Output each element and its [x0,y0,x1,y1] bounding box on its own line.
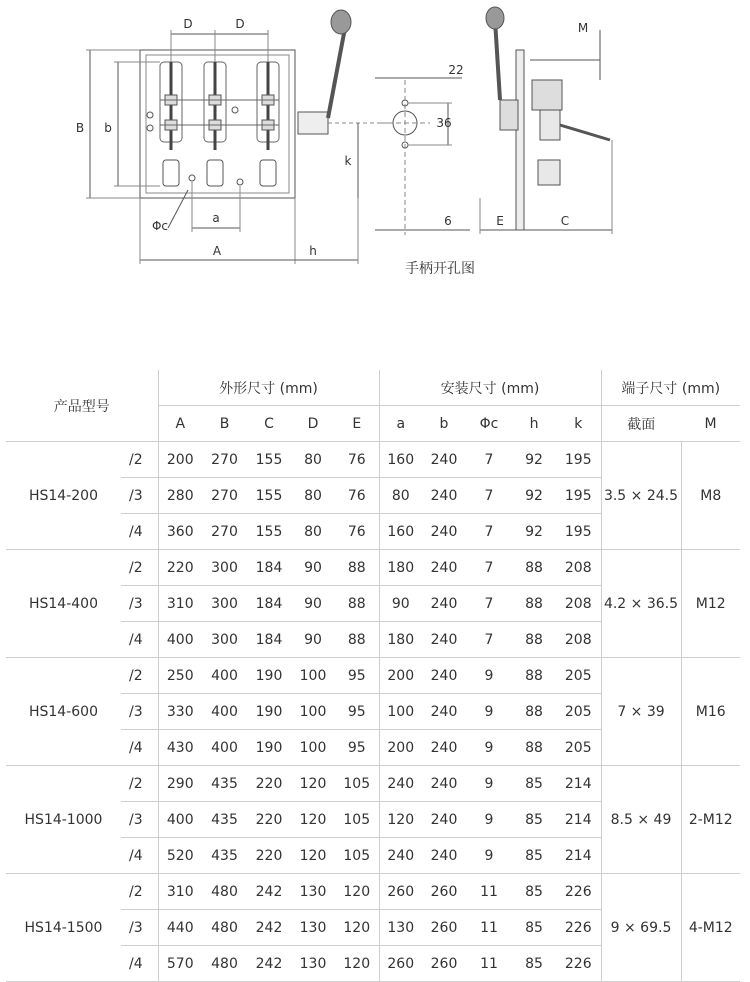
table-cell: 240 [422,694,466,730]
table-cell: 400 [158,802,202,838]
table-cell: 195 [556,478,601,514]
switch-drawing [0,0,750,300]
table-cell: 76 [335,478,379,514]
table-cell: 240 [422,514,466,550]
table-cell: 120 [291,766,335,802]
pole-suffix: /2 [121,550,158,586]
column-header: B [202,406,247,442]
table-cell: 120 [335,910,379,946]
terminal-section: 8.5 × 49 [601,766,681,874]
pole-suffix: /2 [121,766,158,802]
table-cell: 155 [247,514,291,550]
handle-shaft-box [298,112,328,134]
table-cell: 105 [335,838,379,874]
table-cell: 130 [379,910,422,946]
table-cell: 208 [556,586,601,622]
model-name: HS14-400 [6,550,121,658]
terminal-screw: M12 [681,550,740,658]
label-b: b [104,121,112,135]
pole-suffix: /2 [121,442,158,478]
table-cell: 200 [158,442,202,478]
pole-suffix: /4 [121,838,158,874]
column-header: 截面 [601,406,681,442]
column-header: Φc [466,406,512,442]
model-name: HS14-1000 [6,766,121,874]
table-cell: 88 [335,550,379,586]
table-cell: 240 [422,550,466,586]
table-cell: 7 [466,622,512,658]
table-cell: 105 [335,802,379,838]
table-cell: 100 [291,730,335,766]
table-cell: 85 [512,946,556,982]
table-cell: 100 [291,658,335,694]
terminal-section: 4.2 × 36.5 [601,550,681,658]
table-cell: 240 [422,478,466,514]
table-cell: 11 [466,874,512,910]
table-cell: 9 [466,838,512,874]
table-cell: 9 [466,730,512,766]
table-cell: 76 [335,514,379,550]
pole-3 [257,62,279,186]
table-cell: 190 [247,694,291,730]
side-view-plate [516,50,524,230]
table-cell: 240 [422,442,466,478]
table-cell: 88 [512,694,556,730]
label-k: k [344,154,352,168]
table-cell: 120 [335,874,379,910]
table-cell: 80 [291,478,335,514]
table-cell: 7 [466,442,512,478]
table-cell: 570 [158,946,202,982]
table-cell: 300 [202,550,247,586]
table-cell: 242 [247,910,291,946]
table-cell: 190 [247,730,291,766]
table-cell: 155 [247,478,291,514]
label-D1: D [183,17,193,31]
terminal-screw: 2-M12 [681,766,740,874]
table-cell: 100 [291,694,335,730]
spec-table [6,370,740,982]
table-cell: 130 [291,946,335,982]
table-cell: 240 [422,766,466,802]
label-phic: Φc [151,219,169,233]
table-cell: 226 [556,874,601,910]
table-cell: 88 [512,730,556,766]
side-handle-knob [486,7,504,29]
header-row-groups [6,370,740,406]
table-cell: 330 [158,694,202,730]
table-cell: 130 [291,874,335,910]
table-cell: 270 [202,478,247,514]
label-36: 36 [436,116,452,130]
table-cell: 400 [202,694,247,730]
terminal-section: 7 × 39 [601,658,681,766]
table-cell: 80 [291,442,335,478]
column-header: k [556,406,601,442]
table-cell: 9 [466,802,512,838]
table-cell: 7 [466,478,512,514]
table-cell: 180 [379,622,422,658]
table-cell: 220 [158,550,202,586]
terminal-section: 3.5 × 24.5 [601,442,681,550]
table-cell: 220 [247,838,291,874]
table-cell: 85 [512,910,556,946]
label-a: a [212,211,220,225]
table-cell: 205 [556,694,601,730]
table-cell: 310 [158,586,202,622]
header-outline: 外形尺寸 (mm) [158,370,379,406]
table-row [6,658,740,694]
table-cell: 130 [291,910,335,946]
table-row [6,766,740,802]
table-cell: 214 [556,766,601,802]
table-cell: 220 [247,802,291,838]
table-cell: 92 [512,442,556,478]
label-B: B [75,121,85,135]
table-cell: 280 [158,478,202,514]
table-cell: 214 [556,838,601,874]
table-cell: 290 [158,766,202,802]
table-cell: 88 [335,586,379,622]
table-cell: 260 [422,946,466,982]
label-A: A [212,244,222,258]
table-cell: 7 [466,550,512,586]
table-cell: 180 [379,550,422,586]
table-cell: 190 [247,658,291,694]
table-cell: 208 [556,622,601,658]
table-cell: 88 [512,622,556,658]
table-cell: 95 [335,730,379,766]
table-cell: 250 [158,658,202,694]
pole-suffix: /4 [121,514,158,550]
table-cell: 240 [422,586,466,622]
table-cell: 260 [379,874,422,910]
label-h: h [309,244,317,258]
table-cell: 430 [158,730,202,766]
pole-suffix: /3 [121,478,158,514]
table-cell: 242 [247,946,291,982]
table-cell: 435 [202,766,247,802]
label-D2: D [235,17,245,31]
table-cell: 520 [158,838,202,874]
table-cell: 9 [466,694,512,730]
handle-knob [331,10,351,34]
table-cell: 200 [379,730,422,766]
column-header: b [422,406,466,442]
column-header: C [247,406,291,442]
table-cell: 88 [512,550,556,586]
table-cell: 85 [512,874,556,910]
table-cell: 435 [202,838,247,874]
table-cell: 95 [335,658,379,694]
model-name: HS14-600 [6,658,121,766]
table-row [6,442,740,478]
table-cell: 184 [247,622,291,658]
table-cell: 88 [512,586,556,622]
terminal-screw: 4-M12 [681,874,740,982]
table-cell: 120 [335,946,379,982]
table-cell: 85 [512,766,556,802]
table-cell: 435 [202,802,247,838]
table-cell: 240 [379,838,422,874]
table-cell: 480 [202,874,247,910]
table-cell: 120 [291,802,335,838]
table-cell: 300 [202,622,247,658]
table-cell: 11 [466,910,512,946]
table-cell: 310 [158,874,202,910]
table-cell: 9 [466,766,512,802]
label-C: C [560,214,570,228]
label-6: 6 [444,214,452,228]
drawing-caption: 手柄开孔图 [405,261,475,277]
table-cell: 92 [512,478,556,514]
table-cell: 240 [379,766,422,802]
column-header: h [512,406,556,442]
table-cell: 208 [556,550,601,586]
table-cell: 88 [335,622,379,658]
pole-suffix: /3 [121,802,158,838]
table-cell: 95 [335,694,379,730]
table-cell: 160 [379,442,422,478]
terminal-section: 9 × 69.5 [601,874,681,982]
column-header: D [291,406,335,442]
header-terminal: 端子尺寸 (mm) [601,370,740,406]
table-cell: 260 [422,910,466,946]
terminal-screw: M16 [681,658,740,766]
pole-1 [160,62,182,186]
pole-suffix: /2 [121,658,158,694]
table-cell: 11 [466,946,512,982]
table-cell: 155 [247,442,291,478]
table-cell: 85 [512,838,556,874]
table-cell: 120 [379,802,422,838]
table-cell: 120 [291,838,335,874]
pole-suffix: /4 [121,946,158,982]
table-cell: 90 [379,586,422,622]
table-cell: 240 [422,658,466,694]
table-cell: 260 [422,874,466,910]
table-cell: 92 [512,514,556,550]
label-22: 22 [448,63,464,77]
header-model: 产品型号 [6,370,158,442]
model-name: HS14-1500 [6,874,121,982]
table-cell: 226 [556,946,601,982]
table-cell: 480 [202,946,247,982]
table-cell: 200 [379,658,422,694]
table-cell: 300 [202,586,247,622]
table-cell: 105 [335,766,379,802]
pole-suffix: /3 [121,694,158,730]
table-cell: 205 [556,658,601,694]
column-header: E [335,406,379,442]
table-row [6,550,740,586]
column-header: a [379,406,422,442]
table-cell: 90 [291,550,335,586]
table-cell: 240 [422,802,466,838]
table-row [6,874,740,910]
table-cell: 400 [202,658,247,694]
model-name: HS14-200 [6,442,121,550]
table-cell: 184 [247,550,291,586]
table-cell: 270 [202,442,247,478]
header-install: 安装尺寸 (mm) [379,370,601,406]
table-cell: 240 [422,838,466,874]
pole-suffix: /2 [121,874,158,910]
table-cell: 9 [466,658,512,694]
table-cell: 88 [512,658,556,694]
table-cell: 400 [158,622,202,658]
table-cell: 80 [291,514,335,550]
label-E: E [496,214,504,228]
table-cell: 270 [202,514,247,550]
table-cell: 85 [512,802,556,838]
pole-suffix: /4 [121,622,158,658]
table-cell: 240 [422,622,466,658]
table-cell: 440 [158,910,202,946]
table-cell: 160 [379,514,422,550]
table-cell: 7 [466,514,512,550]
table-cell: 480 [202,910,247,946]
table-cell: 90 [291,586,335,622]
pole-suffix: /3 [121,910,158,946]
table-cell: 226 [556,910,601,946]
table-cell: 214 [556,802,601,838]
table-cell: 100 [379,694,422,730]
table-cell: 184 [247,586,291,622]
table-cell: 76 [335,442,379,478]
table-cell: 80 [379,478,422,514]
table-cell: 195 [556,514,601,550]
pole-suffix: /3 [121,586,158,622]
column-header: M [681,406,740,442]
table-cell: 7 [466,586,512,622]
table-cell: 240 [422,730,466,766]
table-cell: 260 [379,946,422,982]
table-cell: 90 [291,622,335,658]
table-cell: 205 [556,730,601,766]
pole-suffix: /4 [121,730,158,766]
table-cell: 400 [202,730,247,766]
table-cell: 242 [247,874,291,910]
table-cell: 360 [158,514,202,550]
table-cell: 195 [556,442,601,478]
column-header: A [158,406,202,442]
label-M: M [577,21,589,35]
pole-2 [204,62,226,186]
table-cell: 220 [247,766,291,802]
terminal-screw: M8 [681,442,740,550]
